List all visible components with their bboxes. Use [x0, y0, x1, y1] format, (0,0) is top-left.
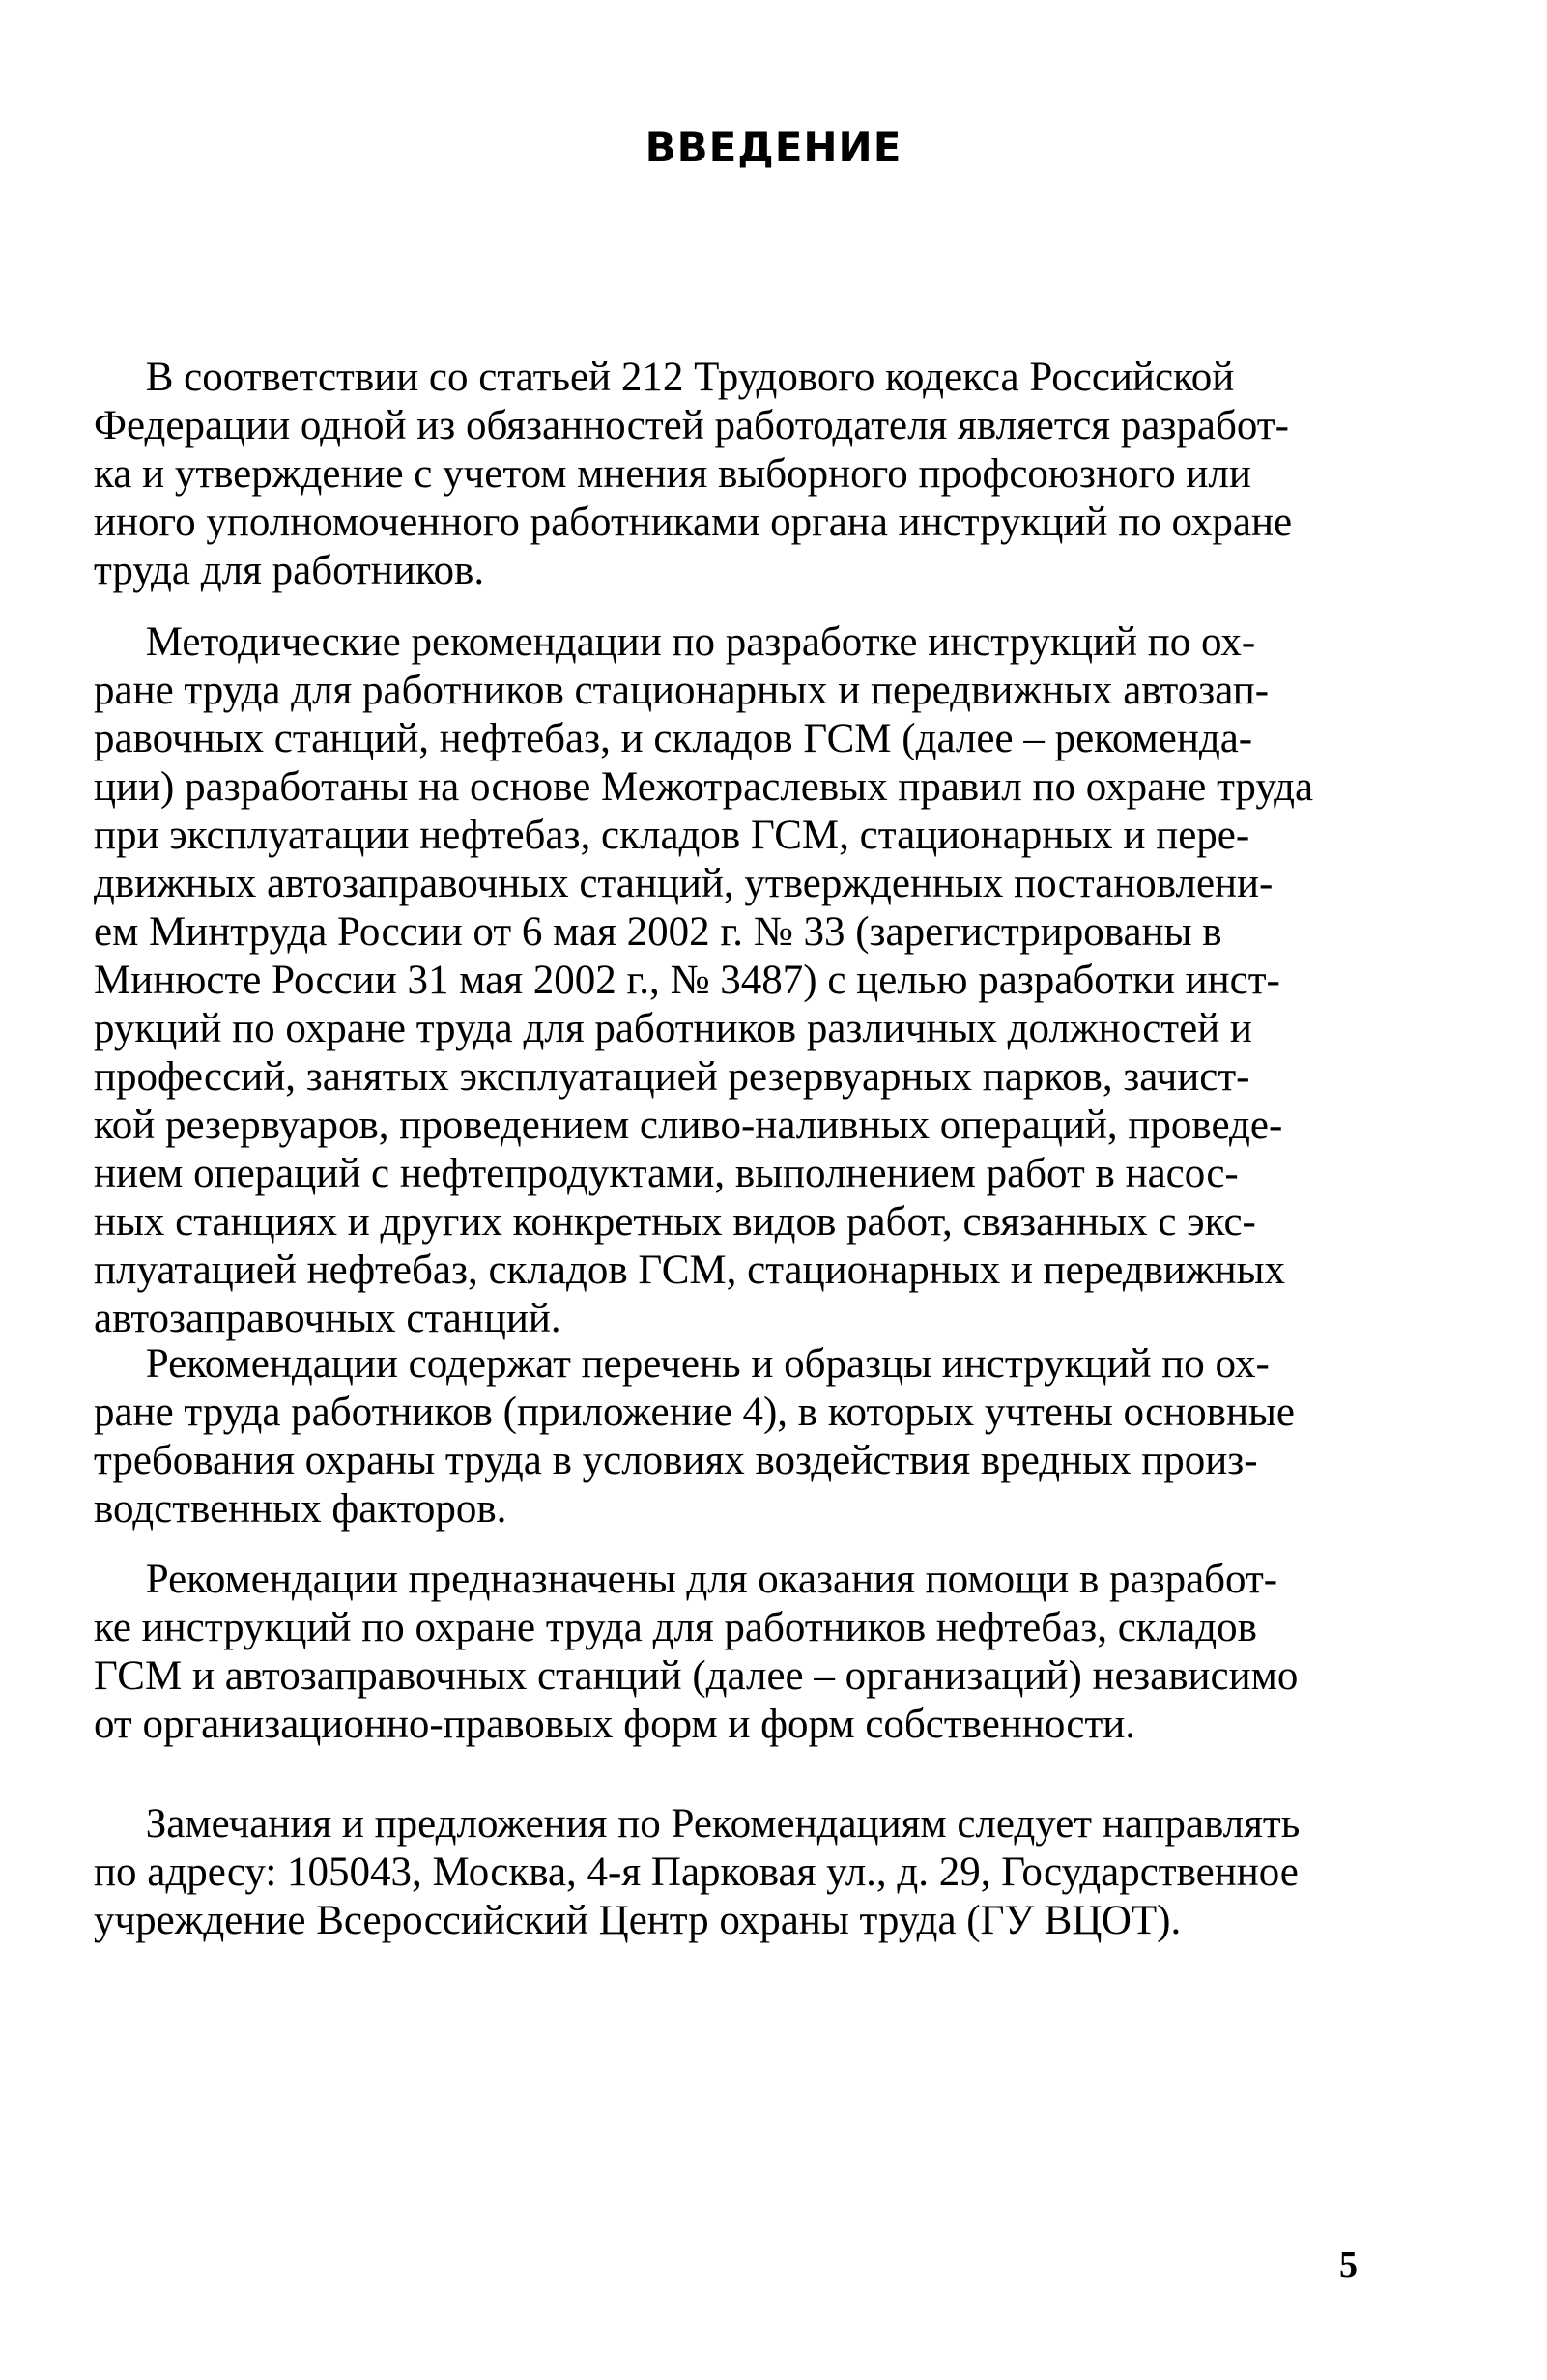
text-line: ции) разработаны на основе Межотраслевых правил по охране труда [94, 764, 1314, 810]
text-line: В соответствии со статьей 212 Трудового кодекса Российской [94, 355, 1235, 400]
paragraph-1 [94, 354, 1381, 595]
text-line: профессий, занятых эксплуатацией резервуарных парков, зачист- [94, 1054, 1250, 1100]
text-line: рукций по охране труда для работников различных должностей и [94, 1006, 1252, 1051]
text-line: Федерации одной из обязанностей работодателя является разработ- [94, 403, 1289, 448]
text-line: Минюсте России 31 мая 2002 г., № 3487) с целью разработки инст- [94, 958, 1280, 1003]
text-line: Методические рекомендации по разработке инструкций по ох- [94, 619, 1256, 665]
text-line: кой резервуаров, проведением сливо-наливных операций, проведе- [94, 1103, 1283, 1148]
contact-note [94, 1800, 1381, 1945]
paragraph-2 [94, 618, 1381, 1343]
text-line: ране труда работников (приложение 4), в которых учтены основные [94, 1390, 1295, 1435]
text-line: учреждение Всероссийский Центр охраны труда (ГУ ВЦОТ). [94, 1898, 1182, 1943]
text-line: движных автозаправочных станций, утвержденных постановлени- [94, 861, 1274, 906]
text-line: иного уполномоченного работниками органа инструкций по охране [94, 500, 1293, 545]
text-line: ГСМ и автозаправочных станций (далее – организаций) независимо [94, 1653, 1299, 1699]
text-line: автозаправочных станций. [94, 1296, 561, 1341]
text-line: ке инструкций по охране труда для работников нефтебаз, складов [94, 1605, 1257, 1650]
text-line: ка и утверждение с учетом мнения выборного профсоюзного или [94, 451, 1251, 497]
text-line: нием операций с нефтепродуктами, выполнением работ в насос- [94, 1151, 1239, 1196]
paragraph-3 [94, 1340, 1381, 1534]
text-line: ных станциях и других конкретных видов работ, связанных с экс- [94, 1199, 1256, 1245]
text-line: ране труда для работников стационарных и передвижных автозап- [94, 668, 1270, 713]
text-line: водственных факторов. [94, 1486, 507, 1532]
text-line: требования охраны труда в условиях воздействия вредных произ- [94, 1438, 1258, 1483]
text-line: Рекомендации содержат перечень и образцы инструкций по ох- [94, 1341, 1270, 1387]
text-line: Замечания и предложения по Рекомендациям следует направлять [94, 1801, 1301, 1847]
text-line: ем Минтруда России от 6 мая 2002 г. № 33 (зарегистрированы в [94, 909, 1222, 955]
text-line: при эксплуатации нефтебаз, складов ГСМ, стационарных и пере- [94, 813, 1250, 858]
page-number: 5 [1339, 2245, 1358, 2285]
text-line: труда для работников. [94, 548, 485, 593]
paragraph-4 [94, 1556, 1381, 1749]
page-title: ВВЕДЕНИЕ [645, 124, 902, 171]
text-line: по адресу: 105043, Москва, 4-я Парковая ул., д. 29, Государственное [94, 1850, 1299, 1895]
text-line: плуатацией нефтебаз, складов ГСМ, стационарных и передвижных [94, 1247, 1286, 1293]
text-line: от организационно-правовых форм и форм собственности. [94, 1702, 1136, 1747]
text-line: Рекомендации предназначены для оказания помощи в разработ- [94, 1557, 1278, 1602]
text-line: равочных станций, нефтебаз, и складов ГСМ (далее – рекоменда- [94, 716, 1253, 761]
